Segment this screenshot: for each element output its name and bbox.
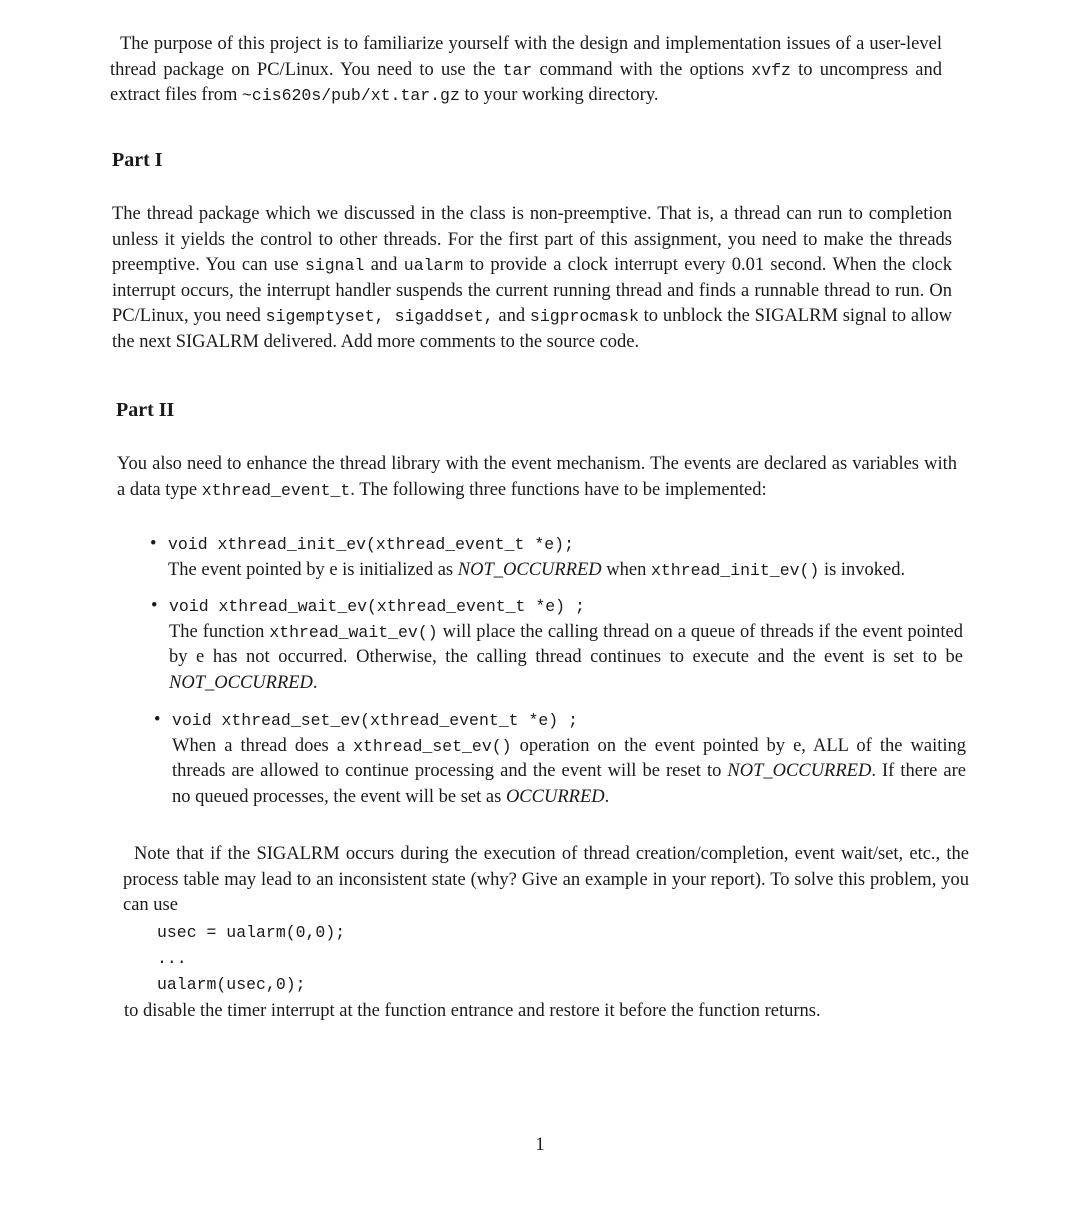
part2-heading: Part II: [116, 399, 175, 421]
function-signature: void xthread_init_ev(xthread_event_t *e);: [168, 535, 574, 554]
desc-text: will place the calling thread on a queue of threads if the event pointed by e has not occurred. Otherwise, the calling thread continues to execute and the event is set to be: [169, 621, 964, 667]
part1-code-sigprocmask: sigprocmask: [529, 307, 639, 326]
part1-text-1: The thread package which we discussed in the class is non-preemptive. That is, a thread can run to completion unless it yields the control to other threads. For the first part of this assignment, you need to make the threads preemptive. You can use: [112, 204, 952, 275]
code-line: ualarm(usec,0);: [157, 975, 306, 994]
desc-text: when: [601, 559, 651, 580]
part2-paragraph: [117, 452, 957, 503]
part1-paragraph: [112, 202, 952, 355]
part1-heading: Part I: [112, 149, 163, 171]
code-line: usec = ualarm(0,0);: [157, 923, 346, 942]
intro-paragraph: [110, 32, 942, 109]
part2-code-type: xthread_event_t: [201, 480, 351, 500]
part1-code-sigfuncs: sigemptyset, sigaddset,: [265, 307, 494, 326]
desc-text: The event pointed by e is initialized as: [168, 559, 458, 580]
desc-code: xthread_wait_ev(): [269, 622, 438, 642]
note-paragraph: Note that if the SIGALRM occurs during the execution of thread creation/completion, event wait/set, etc., the process table may lead to an inconsistent state (why? Give an example in your report). To solve this problem, you can use: [123, 844, 969, 915]
list-item: [151, 594, 964, 696]
bullet-icon: •: [151, 596, 158, 616]
intro-text-4: to your working directory.: [459, 85, 659, 105]
desc-text: operation on the event pointed by e, ALL of the waiting threads are allowed to continue processing and the event will be reset to: [172, 735, 966, 781]
part1-code-signal: signal: [304, 256, 365, 275]
desc-text: When a thread does a: [172, 735, 354, 756]
part1-text-4: and: [493, 306, 530, 326]
desc-italic: OCCURRED: [505, 786, 605, 807]
list-item: [154, 708, 966, 810]
desc-code: xthread_set_ev(): [353, 736, 512, 756]
desc-italic: NOT_OCCURRED: [457, 559, 602, 580]
function-description: [172, 734, 966, 811]
list-item: [150, 532, 964, 583]
part1-text-5: to unblock the SIGALRM signal to allow the next SIGALRM delivered. Add more comments to the source code.: [112, 306, 952, 352]
intro-code-options: xvfz: [751, 60, 791, 80]
part1-text-3: to provide a clock interrupt every 0.01 second. When the clock interrupt occurs, the interrupt handler suspends the current running thread and finds a runnable thread to run. On PC/Linux, you need: [112, 255, 952, 326]
page-number: 1: [535, 1135, 545, 1155]
function-description: [168, 558, 964, 584]
desc-text: .: [312, 672, 318, 693]
function-signature: void xthread_set_ev(xthread_event_t *e) ;: [172, 711, 578, 730]
part2-text-2: . The following three functions have to be implemented:: [350, 479, 767, 500]
desc-text: . If there are no queued processes, the event will be set as: [172, 761, 966, 807]
function-description: [169, 620, 963, 697]
intro-text-3: to uncompress and extract files from: [110, 59, 942, 105]
bullet-icon: •: [150, 534, 157, 554]
part1-text-2: and: [364, 255, 404, 275]
intro-text-1: The purpose of this project is to familiarize yourself with the design and implementation issues of a user-level thread package on PC/Linux. You need to use the: [110, 34, 942, 80]
desc-italic: NOT_OCCURRED: [169, 672, 313, 693]
bullet-icon: •: [154, 710, 161, 730]
intro-text-2: command with the options: [532, 59, 752, 80]
part2-text-1: You also need to enhance the thread library with the event mechanism. The events are declared as variables with a data type: [117, 454, 957, 500]
intro-code-path: ~cis620s/pub/xt.tar.gz: [242, 86, 460, 105]
part1-code-ualarm: ualarm: [403, 256, 464, 275]
code-line: ...: [157, 949, 187, 968]
desc-italic: NOT_OCCURRED: [727, 761, 872, 781]
desc-text: .: [604, 786, 610, 807]
note-after-text: to disable the timer interrupt at the function entrance and restore it before the function returns.: [124, 1001, 821, 1021]
intro-code-tar: tar: [502, 60, 533, 80]
desc-text: The function: [169, 621, 270, 642]
desc-text: is invoked.: [819, 559, 906, 580]
function-signature: void xthread_wait_ev(xthread_event_t *e) ;: [169, 597, 585, 616]
desc-code: xthread_init_ev(): [650, 560, 820, 580]
